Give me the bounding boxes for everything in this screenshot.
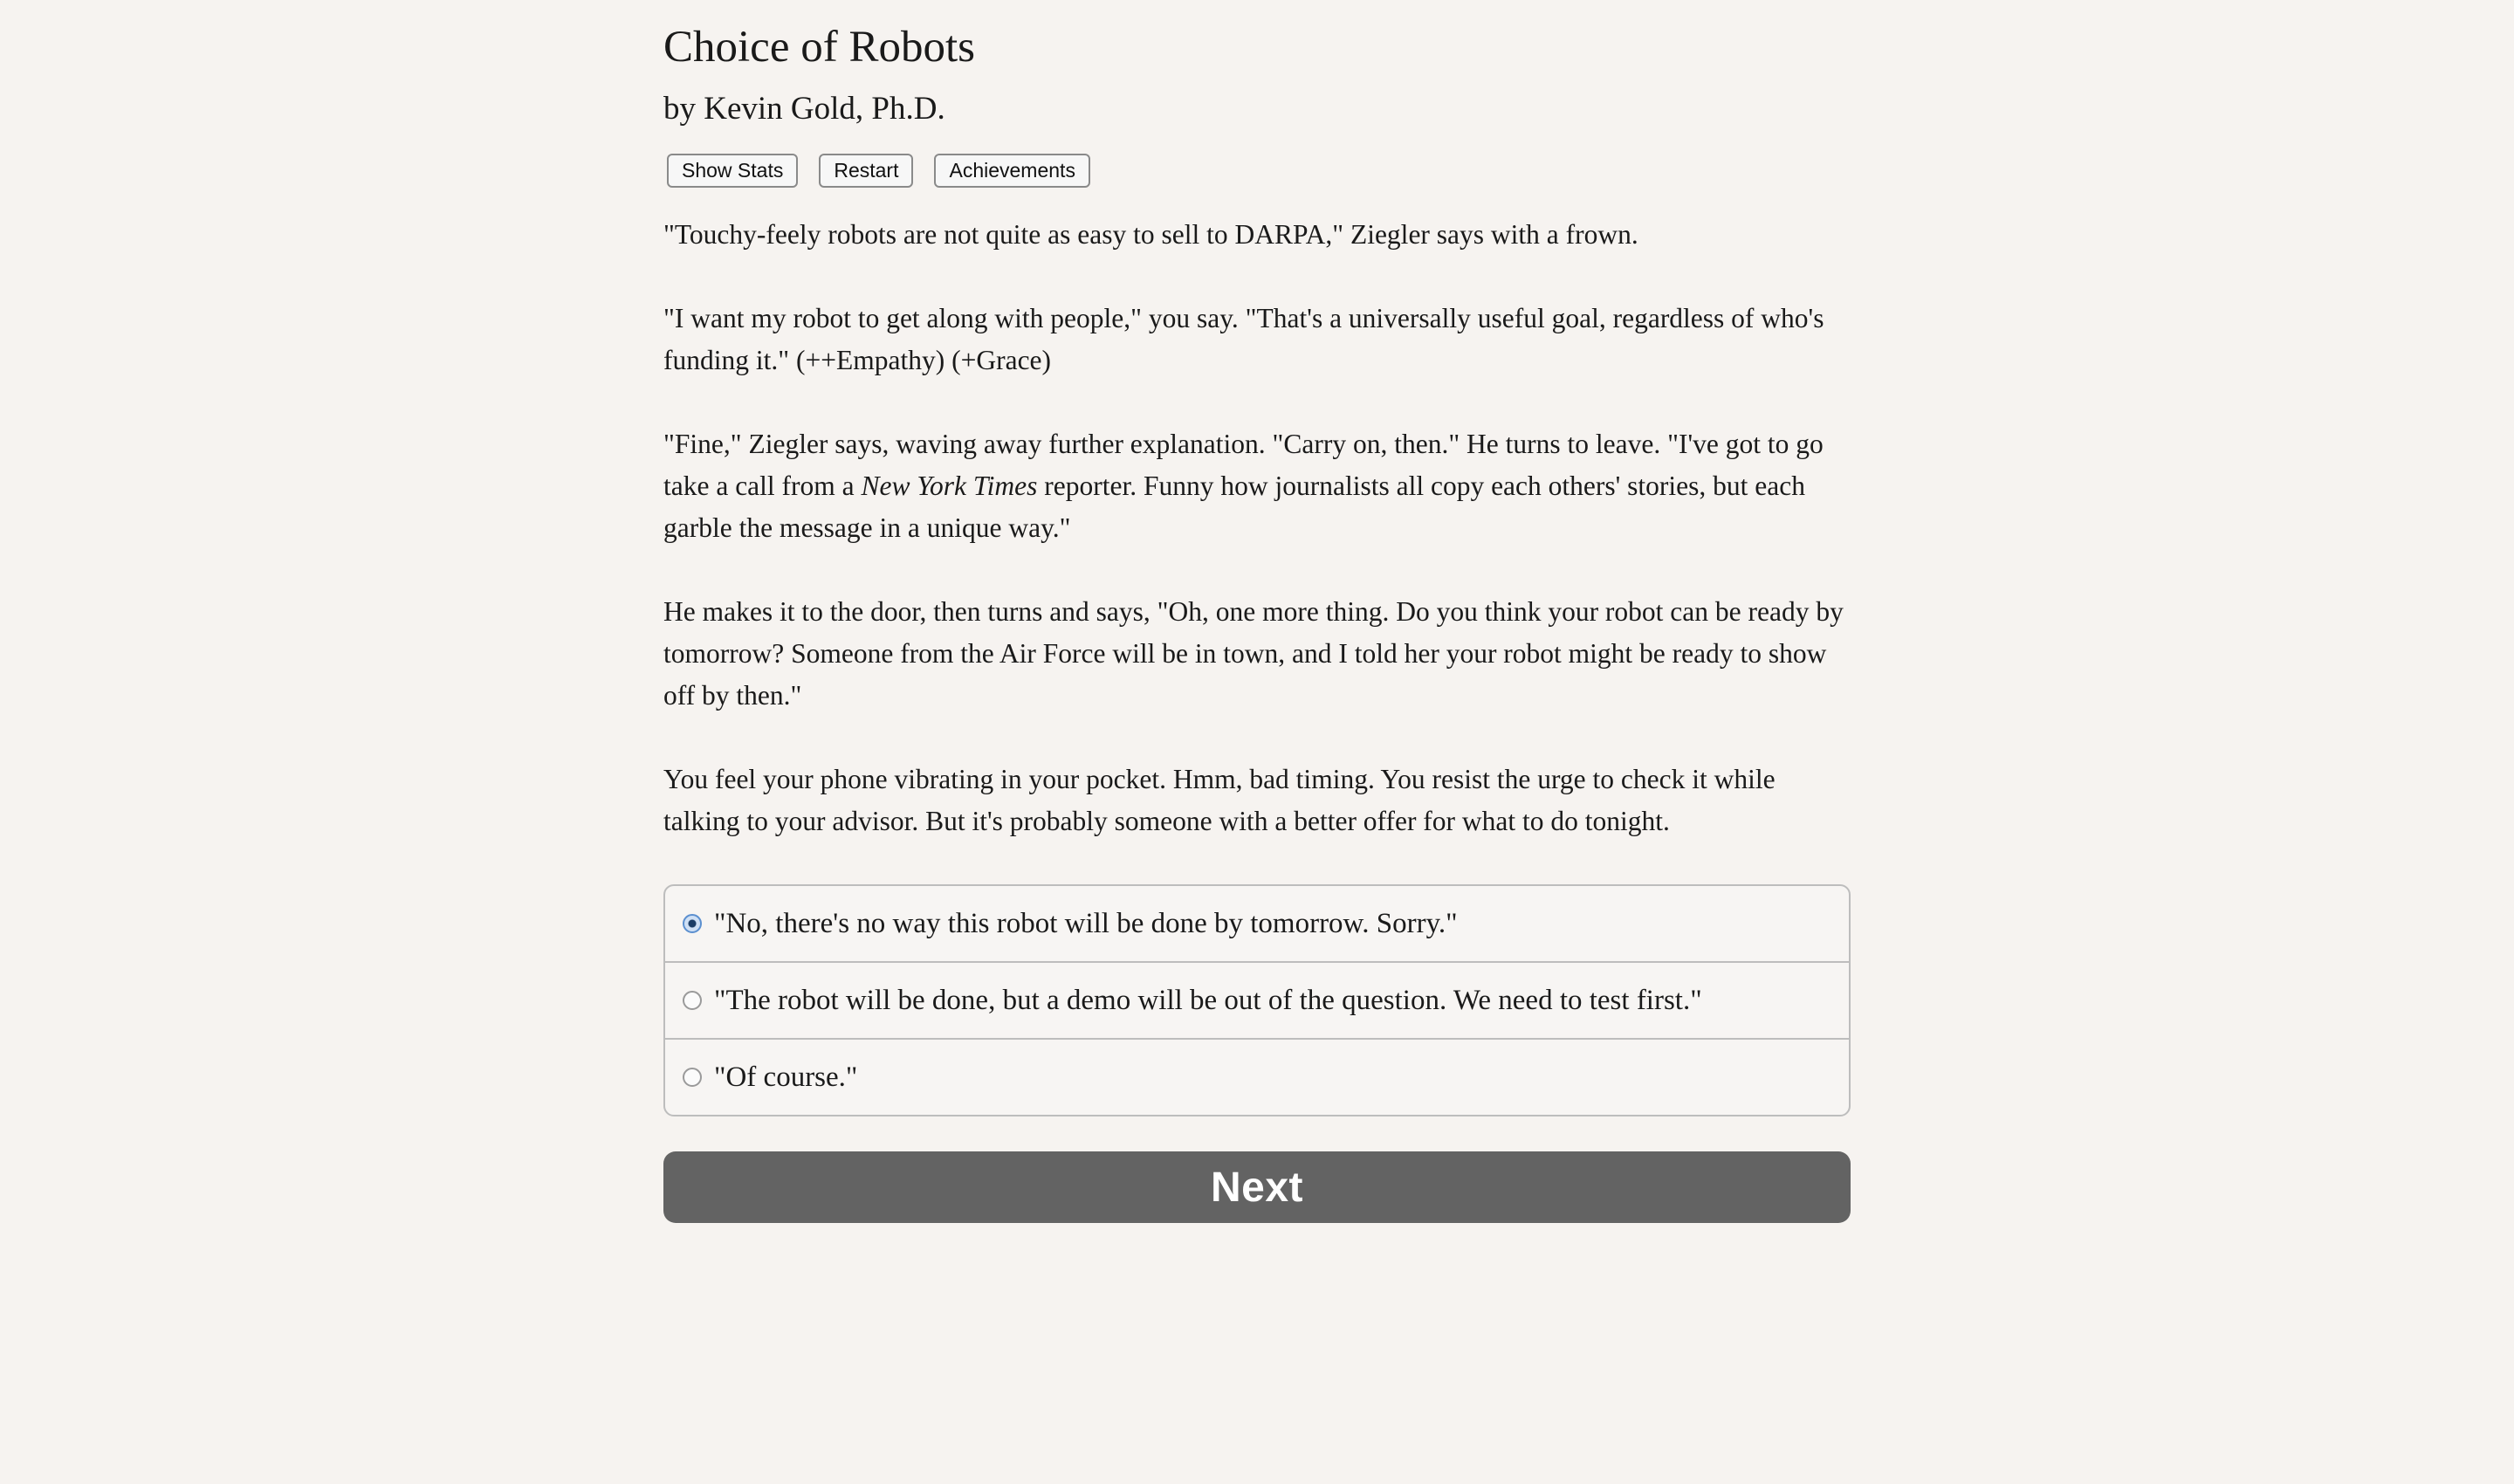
author-line: by Kevin Gold, Ph.D. (663, 91, 945, 127)
choice-list (663, 884, 1851, 1116)
radio-button[interactable] (683, 1068, 702, 1087)
show-stats-button[interactable]: Show Stats (667, 154, 798, 188)
choice-option-2[interactable] (665, 961, 1849, 1038)
achievements-button[interactable]: Achievements (934, 154, 1089, 188)
story-paragraph-5: You feel your phone vibrating in your pocket. Hmm, bad timing. You resist the urge to check it while talking to your advisor. But it's probably someone with a better offer for what to do tonight. (663, 764, 1776, 836)
restart-button[interactable]: Restart (819, 154, 913, 188)
story-paragraph-3-end: reporter. Funny how journalists all copy each others' stories, but each garble the message in a unique way." (663, 471, 1805, 543)
story-paragraph-1: "Touchy-feely robots are not quite as easy to sell to DARPA," Ziegler says with a frown. (663, 219, 1638, 250)
story-paragraph-3 (663, 423, 1851, 549)
story-paragraph-3-start: "Fine," Ziegler says, waving away further explanation. "Carry on, then." He turns to leave. "I've got to go take a call from a (663, 429, 1824, 501)
choice-label: "Of course." (714, 1061, 858, 1093)
story-paragraph-4: He makes it to the door, then turns and says, "Oh, one more thing. Do you think your robot can be ready by tomorrow? Someone from the Air Force will be in town, and I told her your robot might be ready to show off by then." (663, 596, 1844, 711)
radio-button[interactable] (683, 914, 702, 933)
story-text (663, 214, 1851, 842)
choice-option-1[interactable] (665, 886, 1849, 961)
radio-button[interactable] (683, 991, 702, 1010)
story-paragraph-2: "I want my robot to get along with people," you say. "That's a universally useful goal, regardless of who's funding it." (++Empathy) (+Grace) (663, 303, 1824, 375)
newspaper-name: New York Times (861, 471, 1038, 501)
toolbar (663, 154, 1851, 188)
choice-label: "No, there's no way this robot will be done by tomorrow. Sorry." (714, 907, 1458, 939)
next-button[interactable]: Next (663, 1151, 1851, 1223)
choice-label: "The robot will be done, but a demo will be out of the question. We need to test first." (714, 984, 1702, 1016)
page-title: Choice of Robots (663, 23, 975, 72)
game-container (663, 0, 1851, 1223)
choice-option-3[interactable] (665, 1038, 1849, 1115)
